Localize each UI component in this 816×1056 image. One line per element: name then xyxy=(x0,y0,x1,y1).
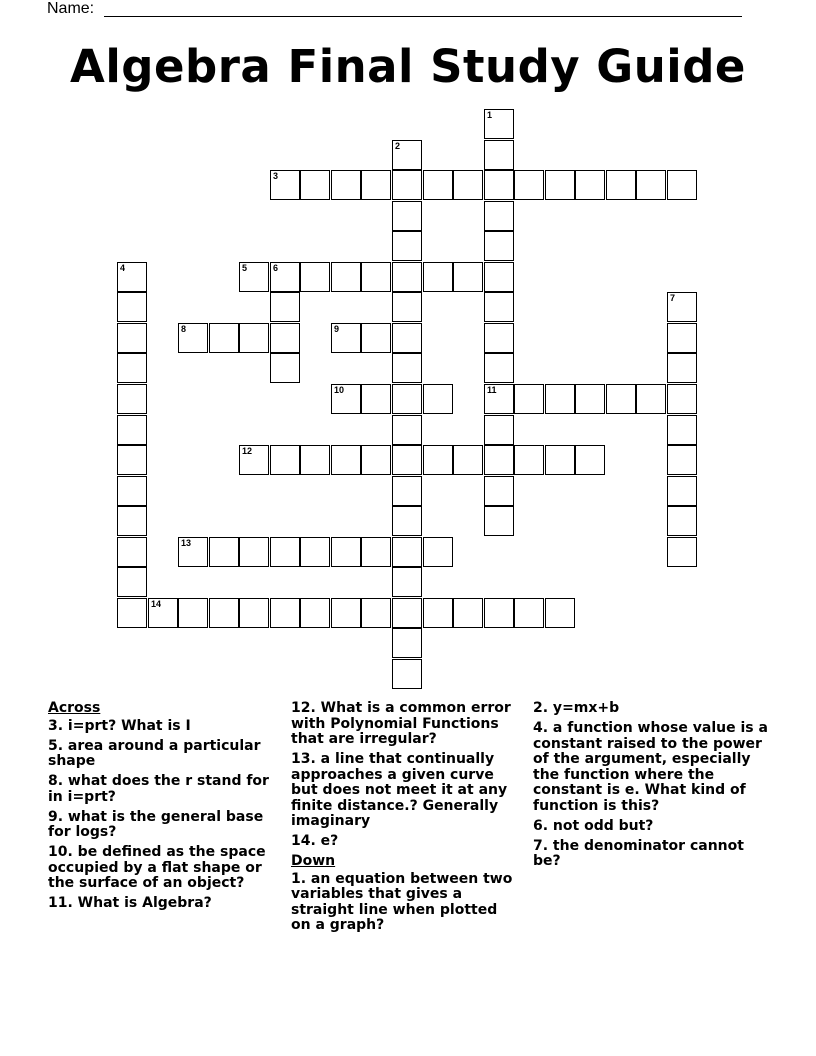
grid-cell[interactable] xyxy=(392,323,422,353)
grid-cell[interactable] xyxy=(117,445,147,475)
grid-cell[interactable] xyxy=(484,201,514,231)
grid-cell[interactable] xyxy=(423,170,453,200)
clue-item-text: an equation between two variables that gives a straight line when plotted on a graph? xyxy=(291,870,513,933)
grid-cell[interactable] xyxy=(117,506,147,536)
grid-cell[interactable] xyxy=(300,445,330,475)
grid-cell[interactable] xyxy=(667,323,697,353)
clue-item-text: area around a particular shape xyxy=(48,737,261,769)
grid-cell[interactable] xyxy=(392,201,422,231)
grid-cell[interactable] xyxy=(392,353,422,383)
grid-cell[interactable] xyxy=(392,292,422,322)
page-title: Algebra Final Study Guide xyxy=(70,40,746,93)
grid-cell[interactable] xyxy=(270,598,300,628)
clue-item-number: 4. xyxy=(533,720,549,736)
grid-cell[interactable] xyxy=(453,445,483,475)
clue-number: 7 xyxy=(670,293,676,303)
clue-item xyxy=(48,774,280,805)
clue-number: 3 xyxy=(273,171,279,181)
clue-number: 10 xyxy=(334,385,345,395)
grid-cell[interactable] xyxy=(270,353,300,383)
grid-cell[interactable] xyxy=(361,537,391,567)
grid-cell[interactable] xyxy=(484,384,514,414)
grid-cell[interactable] xyxy=(484,353,514,383)
grid-cell[interactable] xyxy=(331,170,361,200)
clue-item-number: 3. xyxy=(48,717,64,734)
grid-cell[interactable] xyxy=(117,598,147,628)
grid-cell[interactable] xyxy=(117,323,147,353)
clue-item xyxy=(48,719,280,735)
grid-cell[interactable] xyxy=(667,445,697,475)
grid-cell[interactable] xyxy=(148,598,178,628)
grid-cell[interactable] xyxy=(239,323,269,353)
grid-cell[interactable] xyxy=(270,323,300,353)
clue-item-number: 1. xyxy=(291,870,307,887)
clue-item-number: 5. xyxy=(48,737,64,754)
grid-cell[interactable] xyxy=(239,598,269,628)
clues-column-1 xyxy=(48,701,280,916)
grid-cell[interactable] xyxy=(545,598,575,628)
grid-cell[interactable] xyxy=(453,262,483,292)
clue-item-number: 12. xyxy=(291,700,316,716)
grid-cell[interactable] xyxy=(178,537,208,567)
clue-item xyxy=(48,845,280,892)
grid-cell[interactable] xyxy=(667,537,697,567)
grid-cell[interactable] xyxy=(575,384,605,414)
grid-cell[interactable] xyxy=(575,170,605,200)
clue-item-number: 9. xyxy=(48,808,64,825)
grid-cell[interactable] xyxy=(361,262,391,292)
grid-cell[interactable] xyxy=(209,323,239,353)
clue-item-text: a function whose value is a constant raised to the power of the argument, especially the function where the constant is e. What kind of function is this? xyxy=(533,720,768,814)
grid-cell[interactable] xyxy=(484,109,514,139)
clue-item-number: 11. xyxy=(48,895,73,911)
grid-cell[interactable] xyxy=(423,445,453,475)
grid-cell[interactable] xyxy=(606,384,636,414)
grid-cell[interactable] xyxy=(392,384,422,414)
grid-cell[interactable] xyxy=(270,537,300,567)
clue-item-text: What is a common error with Polynomial Functions that are irregular? xyxy=(291,700,511,747)
clue-item-number: 13. xyxy=(291,751,316,767)
grid-cell[interactable] xyxy=(239,537,269,567)
clue-item-number: 2. xyxy=(533,700,549,716)
grid-cell[interactable] xyxy=(270,262,300,292)
clue-number: 13 xyxy=(181,538,192,548)
grid-cell[interactable] xyxy=(484,476,514,506)
grid-cell[interactable] xyxy=(117,384,147,414)
clue-item xyxy=(533,819,769,835)
grid-cell[interactable] xyxy=(545,384,575,414)
grid-cell[interactable] xyxy=(392,476,422,506)
clue-item xyxy=(291,701,521,748)
grid-cell[interactable] xyxy=(331,537,361,567)
grid-cell[interactable] xyxy=(331,445,361,475)
clue-item xyxy=(533,701,769,717)
grid-cell[interactable] xyxy=(423,384,453,414)
clue-number: 1 xyxy=(487,110,493,120)
across-heading: Across xyxy=(48,700,101,716)
grid-cell[interactable] xyxy=(514,445,544,475)
grid-cell[interactable] xyxy=(423,598,453,628)
grid-cell[interactable] xyxy=(545,170,575,200)
grid-cell[interactable] xyxy=(667,476,697,506)
grid-cell[interactable] xyxy=(636,170,666,200)
clue-item-number: 7. xyxy=(533,837,549,854)
grid-cell[interactable] xyxy=(361,384,391,414)
grid-cell[interactable] xyxy=(453,170,483,200)
grid-cell[interactable] xyxy=(178,323,208,353)
grid-cell[interactable] xyxy=(331,384,361,414)
clue-item-number: 6. xyxy=(533,817,549,834)
grid-cell[interactable] xyxy=(392,262,422,292)
grid-cell[interactable] xyxy=(209,598,239,628)
grid-cell[interactable] xyxy=(545,445,575,475)
grid-cell[interactable] xyxy=(667,292,697,322)
grid-cell[interactable] xyxy=(117,262,147,292)
grid-cell[interactable] xyxy=(392,140,422,170)
grid-cell[interactable] xyxy=(270,445,300,475)
clue-item-text: i=prt? What is I xyxy=(63,717,191,734)
grid-cell[interactable] xyxy=(361,170,391,200)
grid-cell[interactable] xyxy=(392,506,422,536)
grid-cell[interactable] xyxy=(209,537,239,567)
grid-cell[interactable] xyxy=(392,415,422,445)
clue-item xyxy=(533,721,769,814)
grid-cell[interactable] xyxy=(667,415,697,445)
grid-cell[interactable] xyxy=(484,170,514,200)
clues-column-3 xyxy=(533,701,769,874)
clue-number: 12 xyxy=(242,446,253,456)
grid-cell[interactable] xyxy=(484,292,514,322)
grid-cell[interactable] xyxy=(667,506,697,536)
grid-cell[interactable] xyxy=(117,567,147,597)
grid-cell[interactable] xyxy=(484,323,514,353)
clue-item-text: e? xyxy=(315,833,339,849)
grid-cell[interactable] xyxy=(484,140,514,170)
grid-cell[interactable] xyxy=(270,170,300,200)
grid-cell[interactable] xyxy=(423,262,453,292)
clue-item-text: y=mx+b xyxy=(548,700,620,716)
clue-number: 14 xyxy=(151,599,162,609)
clue-item xyxy=(48,739,280,770)
grid-cell[interactable] xyxy=(392,628,422,658)
grid-cell[interactable] xyxy=(300,598,330,628)
clue-item-text: be defined as the space occupied by a flat shape or the surface of an object? xyxy=(48,844,266,891)
grid-cell[interactable] xyxy=(667,170,697,200)
grid-cell[interactable] xyxy=(484,598,514,628)
clue-number: 8 xyxy=(181,324,187,334)
grid-cell[interactable] xyxy=(423,537,453,567)
grid-cell[interactable] xyxy=(606,170,636,200)
grid-cell[interactable] xyxy=(300,170,330,200)
clue-number: 11 xyxy=(487,385,497,395)
clue-number: 5 xyxy=(242,263,248,273)
clue-item xyxy=(291,752,521,830)
grid-cell[interactable] xyxy=(392,537,422,567)
clue-number: 6 xyxy=(273,263,279,273)
grid-cell[interactable] xyxy=(361,323,391,353)
grid-cell[interactable] xyxy=(392,659,422,689)
grid-cell[interactable] xyxy=(361,445,391,475)
grid-cell[interactable] xyxy=(636,384,666,414)
clue-item xyxy=(291,834,521,850)
grid-cell[interactable] xyxy=(331,262,361,292)
grid-cell[interactable] xyxy=(392,170,422,200)
clue-item-number: 10. xyxy=(48,844,73,860)
clue-item-text: the denominator cannot be? xyxy=(533,837,744,869)
grid-cell[interactable] xyxy=(331,598,361,628)
clues-column-2 xyxy=(291,701,521,938)
clue-number: 4 xyxy=(120,263,126,273)
clue-item-text: not odd but? xyxy=(548,817,654,834)
grid-cell[interactable] xyxy=(178,598,208,628)
grid-cell[interactable] xyxy=(484,415,514,445)
grid-cell[interactable] xyxy=(331,323,361,353)
grid-cell[interactable] xyxy=(239,445,269,475)
clue-item-text: a line that continually approaches a given curve but does not meet it at any finite distance.? Generally imaginary xyxy=(291,751,508,829)
grid-cell[interactable] xyxy=(300,262,330,292)
grid-cell[interactable] xyxy=(239,262,269,292)
clue-item-text: What is Algebra? xyxy=(72,895,212,911)
grid-cell[interactable] xyxy=(117,292,147,322)
grid-cell[interactable] xyxy=(484,506,514,536)
grid-cell[interactable] xyxy=(667,384,697,414)
clue-item-text: what does the r stand for in i=prt? xyxy=(48,773,269,805)
clue-number: 9 xyxy=(334,324,340,334)
grid-cell[interactable] xyxy=(270,292,300,322)
grid-cell[interactable] xyxy=(484,231,514,261)
grid-cell[interactable] xyxy=(117,476,147,506)
grid-cell[interactable] xyxy=(575,445,605,475)
grid-cell[interactable] xyxy=(392,445,422,475)
down-heading: Down xyxy=(291,853,336,869)
grid-cell[interactable] xyxy=(514,384,544,414)
grid-cell[interactable] xyxy=(514,598,544,628)
grid-cell[interactable] xyxy=(392,231,422,261)
grid-cell[interactable] xyxy=(392,598,422,628)
clue-item xyxy=(291,872,521,934)
clue-item xyxy=(533,839,769,870)
grid-cell[interactable] xyxy=(514,170,544,200)
grid-cell[interactable] xyxy=(117,537,147,567)
grid-cell[interactable] xyxy=(453,598,483,628)
clue-item xyxy=(48,810,280,841)
grid-cell[interactable] xyxy=(484,445,514,475)
clue-item-number: 8. xyxy=(48,773,64,789)
clue-item-number: 14. xyxy=(291,833,316,849)
grid-cell[interactable] xyxy=(361,598,391,628)
clue-item xyxy=(48,896,280,912)
clue-item-text: what is the general base for logs? xyxy=(48,808,264,840)
grid-cell[interactable] xyxy=(484,262,514,292)
grid-cell[interactable] xyxy=(117,353,147,383)
grid-cell[interactable] xyxy=(117,415,147,445)
clue-number: 2 xyxy=(395,141,401,151)
name-label: Name: xyxy=(47,0,95,17)
grid-cell[interactable] xyxy=(300,537,330,567)
grid-cell[interactable] xyxy=(667,353,697,383)
grid-cell[interactable] xyxy=(392,567,422,597)
